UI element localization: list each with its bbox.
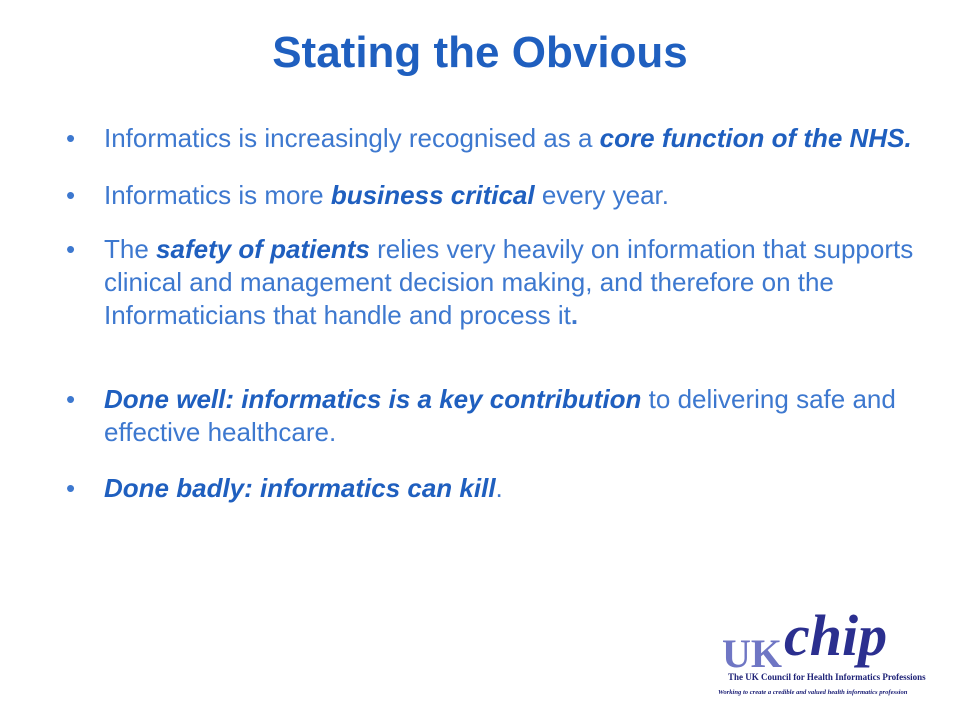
bullet-text: .: [904, 123, 912, 153]
logo-uk-text: UK: [722, 631, 782, 676]
bullet-emphasis: core function of the NHS: [599, 123, 905, 153]
bullet-item: [66, 233, 916, 332]
bullet-text: Informatics is more: [104, 180, 331, 210]
bullet-item: [66, 179, 916, 212]
bullet-emphasis: Done well: informatics is a key contribution: [104, 384, 642, 414]
logo-council-text: The UK Council for Health Informatics Professions: [728, 672, 926, 682]
bullet-item: [66, 122, 916, 155]
bullet-emphasis: business critical: [330, 180, 535, 210]
slide-title: Stating the Obvious: [272, 28, 688, 77]
ukchip-logo: [708, 605, 938, 697]
bullet-item: [66, 472, 916, 505]
bullet-text: .: [570, 300, 579, 330]
logo-tagline-text: Working to create a credible and valued health informatics profession: [718, 689, 908, 696]
bullet-emphasis: safety of patients: [156, 234, 370, 264]
bullet-text: The: [104, 234, 157, 264]
bullet-text: to delivering safe and effective healthcare.: [104, 384, 896, 447]
bullet-emphasis: Done badly: informatics can kill: [104, 473, 496, 503]
logo-chip-text: chip: [784, 605, 888, 668]
bullet-text: .: [495, 473, 503, 503]
bullet-dot: •: [66, 473, 76, 503]
bullet-dot: •: [66, 123, 76, 153]
bullet-dot: •: [66, 384, 76, 414]
bullet-list: [66, 122, 916, 505]
bullet-dot: •: [66, 234, 76, 264]
bullet-text: Informatics is increasingly recognised as a: [104, 123, 600, 153]
bullet-item: [66, 383, 916, 449]
bullet-dot: •: [66, 180, 76, 210]
bullet-text: relies very heavily on information that supports clinical and management decision making, and therefore on the Informaticians that handle and process it: [104, 234, 914, 330]
bullet-text: every year.: [534, 180, 669, 210]
